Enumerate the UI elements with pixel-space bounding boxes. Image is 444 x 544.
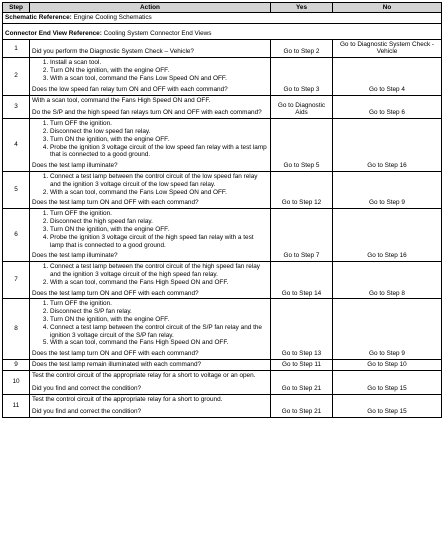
- step-number: 11: [3, 394, 30, 418]
- action-steps-list: [32, 263, 268, 286]
- step-number: 7: [3, 262, 30, 299]
- header-row: [3, 3, 442, 13]
- header-no: No: [333, 3, 442, 13]
- no-outcome: Go to Step 4: [333, 58, 442, 95]
- no-outcome: Go to Step 15: [333, 394, 442, 418]
- table-row: [3, 95, 442, 119]
- table-row: [3, 119, 442, 172]
- table-row: [3, 172, 442, 209]
- step-number: 4: [3, 119, 30, 172]
- action-step-item: 1. Turn OFF the ignition.: [50, 300, 268, 308]
- action-step-item: 2. Disconnect the low speed fan relay.: [50, 128, 268, 136]
- yes-outcome: Go to Step 7: [271, 209, 333, 262]
- step-action: [30, 299, 271, 360]
- table-row: [3, 39, 442, 58]
- yes-outcome: Go to Step 3: [271, 58, 333, 95]
- yes-outcome: Go to Step 2: [271, 39, 333, 58]
- step-number: 9: [3, 360, 30, 371]
- yes-outcome: Go to Diagnostic Aids: [271, 95, 333, 119]
- yes-outcome: Go to Step 14: [271, 262, 333, 299]
- action-question: Does the test lamp illuminate?: [32, 162, 118, 170]
- action-step-item: 5. With a scan tool, command the Fans High Speed ON and OFF.: [50, 339, 268, 347]
- yes-outcome: Go to Step 13: [271, 299, 333, 360]
- schematic-reference-row: [3, 13, 442, 24]
- action-step-item: 2. Disconnect the S/P fan relay.: [50, 308, 268, 316]
- step-number: 8: [3, 299, 30, 360]
- step-number: 5: [3, 172, 30, 209]
- action-steps-list: [32, 59, 268, 82]
- table-row: [3, 394, 442, 418]
- yes-outcome: Go to Step 11: [271, 360, 333, 371]
- action-question: Did you perform the Diagnostic System Check – Vehicle?: [32, 48, 194, 56]
- table-row: [3, 209, 442, 262]
- schematic-reference-value: Engine Cooling Schematics: [73, 14, 152, 21]
- connector-reference: [3, 23, 442, 39]
- diagnostic-table: [2, 2, 442, 418]
- step-number: 6: [3, 209, 30, 262]
- step-action: [30, 39, 271, 58]
- action-steps-list: [32, 210, 268, 249]
- action-step-item: 1. Turn OFF the ignition.: [50, 210, 268, 218]
- action-step-item: 3. Turn ON the ignition, with the engine OFF.: [50, 226, 268, 234]
- no-outcome: Go to Step 16: [333, 209, 442, 262]
- header-yes: Yes: [271, 3, 333, 13]
- connector-reference-value: Cooling System Connector End Views: [103, 29, 212, 37]
- action-step-item: 4. Probe the ignition 3 voltage circuit of the low speed fan relay with a test lamp that is connected to a good ground.: [50, 144, 268, 160]
- action-instruction: With a scan tool, command the Fans High Speed ON and OFF.: [32, 96, 211, 104]
- step-number: 10: [3, 370, 30, 394]
- action-step-item: 3. Turn ON the ignition, with the engine OFF.: [50, 136, 268, 144]
- no-outcome: Go to Diagnostic System Check - Vehicle: [333, 39, 442, 58]
- action-step-item: 1. Install a scan tool.: [50, 59, 268, 67]
- yes-outcome: Go to Step 5: [271, 119, 333, 172]
- connector-reference-label: Connector End View Reference:: [5, 29, 102, 37]
- action-step-item: 3. Turn ON the ignition, with the engine OFF.: [50, 316, 268, 324]
- action-question: Does the test lamp illuminate?: [32, 252, 118, 260]
- no-outcome: Go to Step 15: [333, 370, 442, 394]
- schematic-reference-label: Schematic Reference:: [5, 14, 72, 21]
- step-action: [30, 95, 271, 119]
- action-step-item: 4. Probe the ignition 3 voltage circuit of the high speed fan relay with a test lamp that is connected to a good ground.: [50, 234, 268, 250]
- table-row: [3, 370, 442, 394]
- action-step-item: 1. Connect a test lamp between the control circuit of the low speed fan relay and the ignition 3 voltage circuit of the low speed fan relay.: [50, 173, 268, 189]
- action-instruction: Test the control circuit of the appropriate relay for a short to voltage or an open.: [32, 371, 256, 379]
- action-step-item: 1. Connect a test lamp between the control circuit of the high speed fan relay and the ignition 3 voltage circuit of the high speed fan relay.: [50, 263, 268, 279]
- no-outcome: Go to Step 16: [333, 119, 442, 172]
- step-action: [30, 119, 271, 172]
- no-outcome: Go to Step 9: [333, 172, 442, 209]
- yes-outcome: Go to Step 12: [271, 172, 333, 209]
- table-row: [3, 360, 442, 371]
- action-question: Does the test lamp remain illuminated with each command?: [32, 361, 202, 369]
- header-step: Step: [3, 3, 30, 13]
- table-row: [3, 262, 442, 299]
- table-row: [3, 58, 442, 95]
- action-step-item: 1. Turn OFF the ignition.: [50, 120, 268, 128]
- no-outcome: Go to Step 8: [333, 262, 442, 299]
- connector-reference-row: [3, 23, 442, 39]
- action-steps-list: [32, 173, 268, 196]
- step-number: 3: [3, 95, 30, 119]
- action-question: Does the test lamp turn ON and OFF with each command?: [32, 350, 199, 358]
- action-step-item: 2. With a scan tool, command the Fans Low Speed ON and OFF.: [50, 189, 268, 197]
- step-action: [30, 360, 271, 371]
- step-action: [30, 394, 271, 418]
- action-step-item: 3. With a scan tool, command the Fans Low Speed ON and OFF.: [50, 75, 268, 83]
- action-step-item: 4. Connect a test lamp between the control circuit of the S/P fan relay and the ignition 3 voltage circuit of the S/P fan relay.: [50, 324, 268, 340]
- schematic-reference: [3, 13, 442, 24]
- yes-outcome: Go to Step 21: [271, 370, 333, 394]
- action-steps-list: [32, 120, 268, 159]
- action-question: Does the test lamp turn ON and OFF with each command?: [32, 289, 199, 297]
- no-outcome: Go to Step 10: [333, 360, 442, 371]
- action-step-item: 2. Disconnect the high speed fan relay.: [50, 218, 268, 226]
- action-question: Did you find and correct the condition?: [32, 408, 142, 416]
- yes-outcome: Go to Step 21: [271, 394, 333, 418]
- action-question: Does the low speed fan relay turn ON and OFF with each command?: [32, 85, 228, 93]
- header-action: Action: [30, 3, 271, 13]
- action-question: Did you find and correct the condition?: [32, 384, 142, 392]
- action-step-item: 2. With a scan tool, command the Fans High Speed ON and OFF.: [50, 279, 268, 287]
- step-action: [30, 172, 271, 209]
- step-number: 2: [3, 58, 30, 95]
- action-question: Does the test lamp turn ON and OFF with each command?: [32, 199, 199, 207]
- action-step-item: 2. Turn ON the ignition, with the engine OFF.: [50, 67, 268, 75]
- action-instruction: Test the control circuit of the appropriate relay for a short to ground.: [32, 395, 223, 403]
- step-action: [30, 370, 271, 394]
- action-question: Do the S/P and the high speed fan relays turn ON and OFF with each command?: [32, 109, 262, 117]
- step-number: 1: [3, 39, 30, 58]
- no-outcome: Go to Step 6: [333, 95, 442, 119]
- table-row: [3, 299, 442, 360]
- action-steps-list: [32, 300, 268, 347]
- no-outcome: Go to Step 9: [333, 299, 442, 360]
- step-action: [30, 58, 271, 95]
- step-action: [30, 209, 271, 262]
- step-action: [30, 262, 271, 299]
